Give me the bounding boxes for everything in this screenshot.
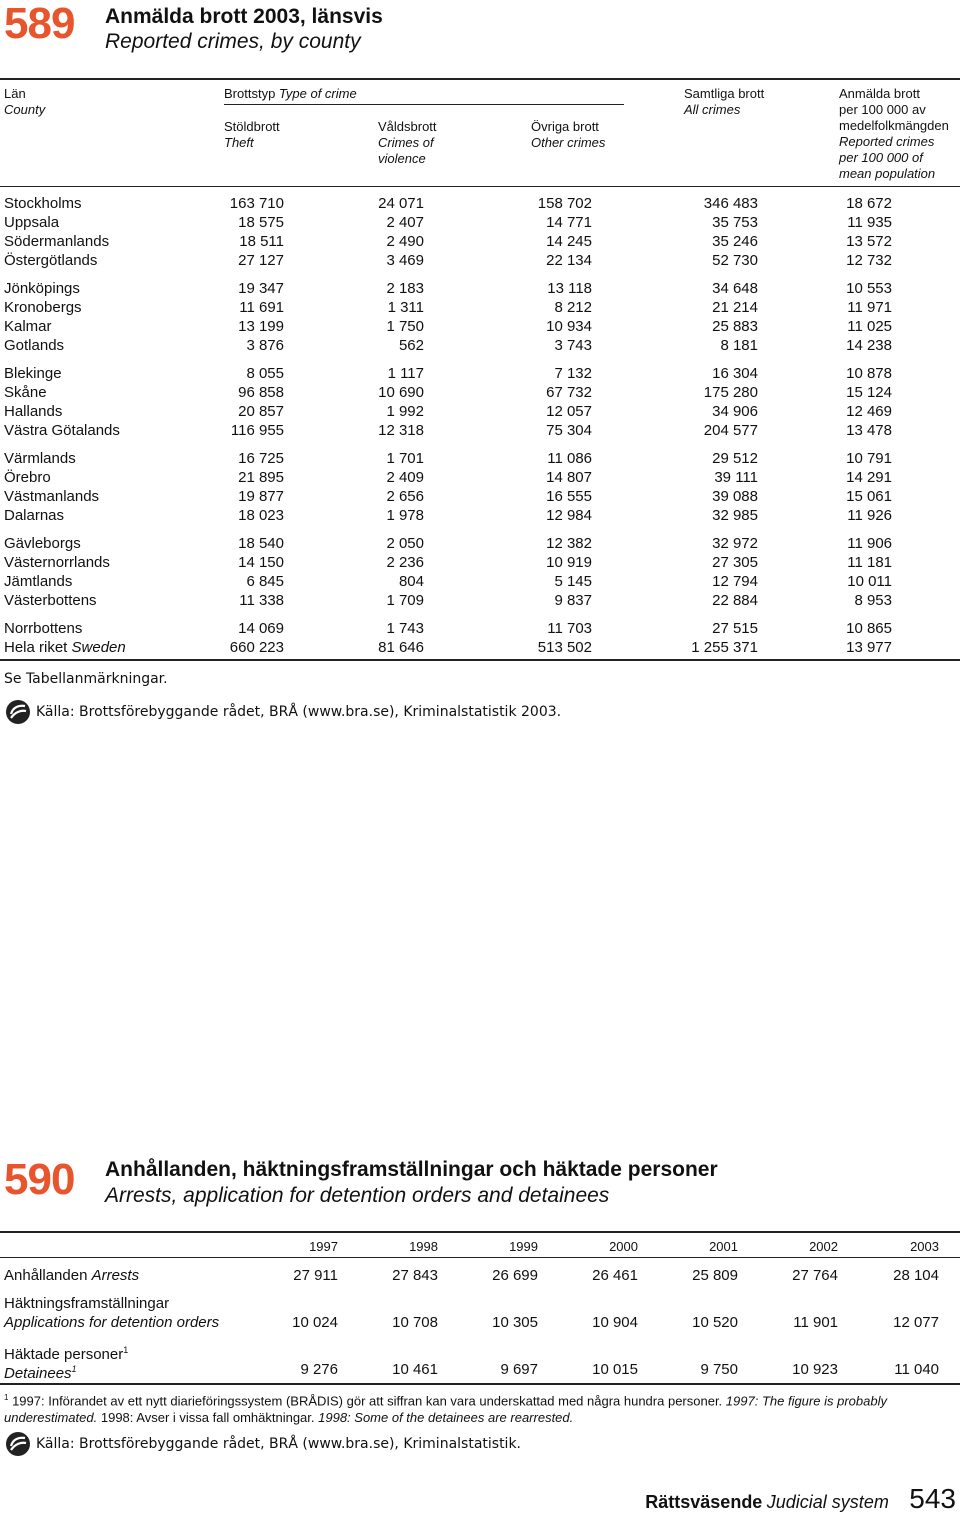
header-top-rule [0,78,960,80]
rate-label-sv-2: per 100 000 av [839,102,926,117]
section-name-en: Judicial system [766,1492,889,1512]
value-cell: 10 461 [392,1361,438,1378]
table-note: Se Tabellanmärkningar. [4,671,168,687]
cell-other: 10 919 [546,554,592,571]
county-name: Östergötlands [4,252,98,269]
cell-other: 12 984 [546,507,592,524]
cell-other: 3 743 [554,337,592,354]
cell-theft: 11 691 [239,299,284,316]
table-row [0,421,960,440]
cell-violence: 1 709 [386,592,424,609]
cell-all: 32 972 [712,535,758,552]
year-header: 2001 [709,1239,738,1254]
cell-all: 29 512 [712,450,758,467]
table-row [0,383,960,402]
value-cell: 9 697 [500,1361,538,1378]
all-label-sv: Samtliga brott [684,86,765,101]
total-label-en: Sweden [71,639,126,656]
cell-theft: 18 540 [238,535,284,552]
detainees-en-footnote-mark: 1 [71,1364,77,1374]
cell-rate: 11 906 [847,535,892,552]
table-row [0,572,960,591]
col-all-header [684,86,764,118]
detention-applications-label-en: Applications for detention orders [4,1314,220,1331]
footnote-sv-1: 1997: Införandet av ett nytt diarieföringssystem (BRÅDIS) gör att siffran kan vara underskattad med några hundra personer. [12,1393,723,1409]
cell-rate: 10 011 [847,573,892,590]
county-name: Kalmar [4,318,52,335]
cell-other: 12 057 [546,403,592,420]
county-name: Örebro [4,469,51,486]
cell-other: 67 732 [546,384,592,401]
detention-applications-row [0,1294,960,1332]
cell-rate: 11 971 [847,299,892,316]
table-row [0,336,960,355]
type-span-rule [224,104,624,105]
county-name: Västra Götalands [4,422,120,439]
cell-all: 8 181 [720,337,758,354]
footnote-sv-2: 1998: Avser i vissa fall omhäktningar. [100,1410,315,1426]
value-cell: 11 040 [894,1361,939,1378]
county-name: Skåne [4,384,47,401]
cell-violence: 2 050 [386,535,424,552]
scb-logo-icon [5,1431,31,1457]
county-name: Blekinge [4,365,62,382]
cell-all: 346 483 [703,195,758,212]
table-row [0,553,960,572]
cell-rate: 11 181 [847,554,892,571]
footnote [4,1389,954,1426]
cell-other: 13 118 [547,280,592,297]
footnote-mark: 1 [4,1393,9,1402]
total-row [0,638,960,657]
total-violence: 81 646 [378,639,424,656]
footnote-en-2: 1998: Some of the detainees are rearrested. [318,1410,574,1426]
year-header: 1999 [509,1239,538,1254]
county-name: Stockholms [4,195,82,212]
value-cell: 10 923 [792,1361,838,1378]
cell-theft: 116 955 [230,422,284,439]
scb-logo-icon [5,699,31,725]
county-name: Hallands [4,403,63,420]
table-row [0,232,960,251]
cell-theft: 18 575 [238,214,284,231]
table-number: 589 [4,0,75,48]
cell-rate: 10 865 [846,620,892,637]
cell-theft: 11 338 [239,592,284,609]
table-row [0,449,960,468]
cell-all: 16 304 [712,365,758,382]
cell-violence: 3 469 [386,252,424,269]
cell-other: 8 212 [554,299,592,316]
county-label-sv: Län [4,86,26,101]
cell-all: 204 577 [703,422,758,439]
cell-violence: 24 071 [378,195,424,212]
year-header: 2002 [809,1239,838,1254]
county-name: Västmanlands [4,488,100,505]
rate-label-en-3: mean population [839,166,936,181]
detention-applications-label-sv: Häktningsframställningar [4,1295,170,1312]
table-row [0,364,960,383]
cell-violence: 2 236 [386,554,424,571]
cell-other: 11 086 [547,450,592,467]
table-row [0,402,960,421]
year-header: 2003 [910,1239,939,1254]
cell-rate: 14 238 [846,337,892,354]
value-cell: 10 024 [292,1314,338,1331]
source-text-590: Källa: Brottsförebyggande rådet, BRÅ (www.bra.se), Kriminalstatistik. [36,1436,522,1452]
cell-all: 35 753 [712,214,758,231]
table-title-sv: Anmälda brott 2003, länsvis [105,5,383,28]
cell-theft: 19 347 [238,280,284,297]
detainees-label-en: Detainees [4,1365,72,1382]
cell-all: 12 794 [712,573,758,590]
cell-other: 7 132 [554,365,592,382]
county-name: Uppsala [4,214,60,231]
table-row [0,487,960,506]
county-name: Jämtlands [4,573,73,590]
cell-rate: 13 478 [846,422,892,439]
county-name: Södermanlands [4,233,110,250]
total-rate: 13 977 [846,639,892,656]
other-label-en: Other crimes [531,135,606,150]
county-name: Gotlands [4,337,65,354]
arrests-label-en: Arrests [91,1267,140,1284]
cell-rate: 10 878 [846,365,892,382]
value-cell: 11 901 [793,1314,838,1331]
footnote-en-1: 1997: The figure is probably underestimated. [4,1393,887,1426]
table-title-en-590: Arrests, application for detention orders and detainees [105,1184,610,1207]
value-cell: 26 699 [492,1267,538,1284]
cell-other: 5 145 [554,573,592,590]
cell-violence: 1 311 [387,299,424,316]
cell-all: 34 648 [712,280,758,297]
rate-label-en-1: Reported crimes [839,134,935,149]
cell-violence: 1 701 [386,450,424,467]
total-other: 513 502 [537,639,592,656]
header-bottom-rule [0,186,960,187]
source-text: Källa: Brottsförebyggande rådet, BRÅ (www.bra.se), Kriminalstatistik 2003. [36,704,562,720]
year-header: 2000 [609,1239,638,1254]
cell-violence: 562 [398,337,424,354]
table-row [0,506,960,525]
cell-rate: 11 935 [847,214,892,231]
cell-violence: 2 656 [386,488,424,505]
table-row [0,317,960,336]
table-title-sv-590: Anhållanden, häktningsframställningar och häktade personer [105,1158,718,1181]
cell-theft: 18 511 [239,233,284,250]
total-label-sv: Hela riket [4,639,68,656]
cell-rate: 13 572 [846,233,892,250]
total-county-label [4,638,126,657]
cell-theft: 96 858 [238,384,284,401]
cell-violence: 1 117 [387,365,424,382]
cell-rate: 14 291 [846,469,892,486]
table-title-en: Reported crimes, by county [105,30,361,53]
cell-all: 27 305 [712,554,758,571]
county-name: Västernorrlands [4,554,110,571]
value-cell: 10 904 [592,1314,638,1331]
type-label-sv: Brottstyp [224,86,276,101]
cell-all: 175 280 [703,384,758,401]
cell-all: 22 884 [712,592,758,609]
cell-theft: 8 055 [246,365,284,382]
header-top-rule-590 [0,1231,960,1233]
arrests-row [0,1266,960,1285]
cell-violence: 12 318 [378,422,424,439]
col-rate-header [839,86,949,182]
table-bottom-rule [0,659,960,661]
cell-theft: 19 877 [238,488,284,505]
cell-rate: 11 926 [847,507,892,524]
header-bottom-rule-590 [0,1257,960,1258]
table-row [0,591,960,610]
cell-theft: 3 876 [246,337,284,354]
cell-violence: 804 [398,573,424,590]
cell-rate: 10 553 [846,280,892,297]
cell-other: 10 934 [546,318,592,335]
value-cell: 9 276 [300,1361,338,1378]
cell-rate: 11 025 [847,318,892,335]
page-number: 543 [909,1483,956,1514]
violence-label-sv: Våldsbrott [378,119,437,134]
county-name: Dalarnas [4,507,65,524]
cell-all: 39 111 [714,469,758,486]
cell-all: 21 214 [712,299,758,316]
detainees-label-sv: Häktade personer [4,1346,124,1363]
cell-violence: 2 407 [386,214,424,231]
theft-label-en: Theft [224,135,254,150]
table-row [0,534,960,553]
cell-theft: 14 069 [238,620,284,637]
table-row [0,298,960,317]
cell-all: 35 246 [712,233,758,250]
cell-other: 11 703 [547,620,592,637]
cell-other: 75 304 [546,422,592,439]
col-other-header [531,119,605,151]
cell-violence: 1 992 [386,403,424,420]
all-label-en: All crimes [684,102,741,117]
rate-label-en-2: per 100 000 of [839,150,923,165]
cell-other: 9 837 [554,592,592,609]
cell-violence: 1 978 [386,507,424,524]
county-name: Gävleborgs [4,535,81,552]
value-cell: 10 520 [692,1314,738,1331]
county-label-en: County [4,102,46,117]
year-header: 1998 [409,1239,438,1254]
cell-other: 158 702 [537,195,592,212]
cell-theft: 18 023 [238,507,284,524]
county-name: Västerbottens [4,592,97,609]
table-bottom-rule-590 [0,1383,960,1385]
value-cell: 27 911 [293,1267,338,1284]
cell-rate: 15 061 [846,488,892,505]
value-cell: 9 750 [700,1361,738,1378]
cell-violence: 2 183 [386,280,424,297]
cell-all: 27 515 [712,620,758,637]
value-cell: 10 015 [592,1361,638,1378]
cell-violence: 2 490 [386,233,424,250]
table-row [0,619,960,638]
value-cell: 10 305 [492,1314,538,1331]
cell-violence: 1 750 [386,318,424,335]
theft-label-sv: Stöldbrott [224,119,280,134]
cell-theft: 27 127 [238,252,284,269]
total-theft: 660 223 [229,639,284,656]
cell-rate: 18 672 [846,195,892,212]
cell-theft: 20 857 [238,403,284,420]
col-county-header [4,86,45,118]
arrests-label-sv: Anhållanden [4,1267,88,1284]
detainees-footnote-mark: 1 [123,1345,129,1355]
cell-all: 39 088 [712,488,758,505]
year-header: 1997 [309,1239,338,1254]
value-cell: 10 708 [392,1314,438,1331]
cell-theft: 16 725 [238,450,284,467]
rate-label-sv-1: Anmälda brott [839,86,920,101]
cell-theft: 14 150 [238,554,284,571]
cell-other: 12 382 [546,535,592,552]
type-of-crime-header [224,86,357,102]
cell-rate: 15 124 [846,384,892,401]
cell-all: 34 906 [712,403,758,420]
total-all: 1 255 371 [691,639,758,656]
col-theft-header [224,119,280,151]
violence-label-en-2: violence [378,151,426,166]
section-name-sv: Rättsväsende [645,1492,763,1512]
cell-rate: 12 732 [846,252,892,269]
cell-other: 16 555 [546,488,592,505]
cell-theft: 163 710 [229,195,284,212]
cell-other: 14 807 [546,469,592,486]
table-row [0,468,960,487]
table-row [0,213,960,232]
cell-rate: 12 469 [846,403,892,420]
county-name: Värmlands [4,450,76,467]
detainees-row [0,1341,960,1382]
table-row [0,279,960,298]
value-cell: 26 461 [592,1267,638,1284]
value-cell: 27 764 [792,1267,838,1284]
cell-all: 52 730 [712,252,758,269]
value-cell: 12 077 [893,1314,939,1331]
cell-theft: 13 199 [238,318,284,335]
other-label-sv: Övriga brott [531,119,599,134]
value-cell: 25 809 [692,1267,738,1284]
county-name: Kronobergs [4,299,82,316]
rate-label-sv-3: medelfolkmängden [839,118,949,133]
cell-other: 14 771 [546,214,592,231]
table-number-590: 590 [4,1155,75,1204]
county-name: Jönköpings [4,280,80,297]
county-name: Norrbottens [4,620,83,637]
value-cell: 27 843 [392,1267,438,1284]
col-violence-header [378,119,437,167]
value-cell: 28 104 [893,1267,939,1284]
cell-rate: 10 791 [846,450,892,467]
cell-all: 25 883 [712,318,758,335]
cell-violence: 2 409 [386,469,424,486]
cell-theft: 6 845 [246,573,284,590]
cell-theft: 21 895 [238,469,284,486]
cell-violence: 10 690 [378,384,424,401]
violence-label-en-1: Crimes of [378,135,434,150]
cell-other: 22 134 [546,252,592,269]
cell-all: 32 985 [712,507,758,524]
table-row [0,194,960,213]
type-label-en: Type of crime [278,86,357,101]
detainees-label-en-wrap [4,1360,77,1383]
cell-rate: 8 953 [854,592,892,609]
table-row [0,251,960,270]
cell-violence: 1 743 [386,620,424,637]
page-footer [645,1483,956,1515]
arrests-label [4,1266,139,1285]
cell-other: 14 245 [546,233,592,250]
